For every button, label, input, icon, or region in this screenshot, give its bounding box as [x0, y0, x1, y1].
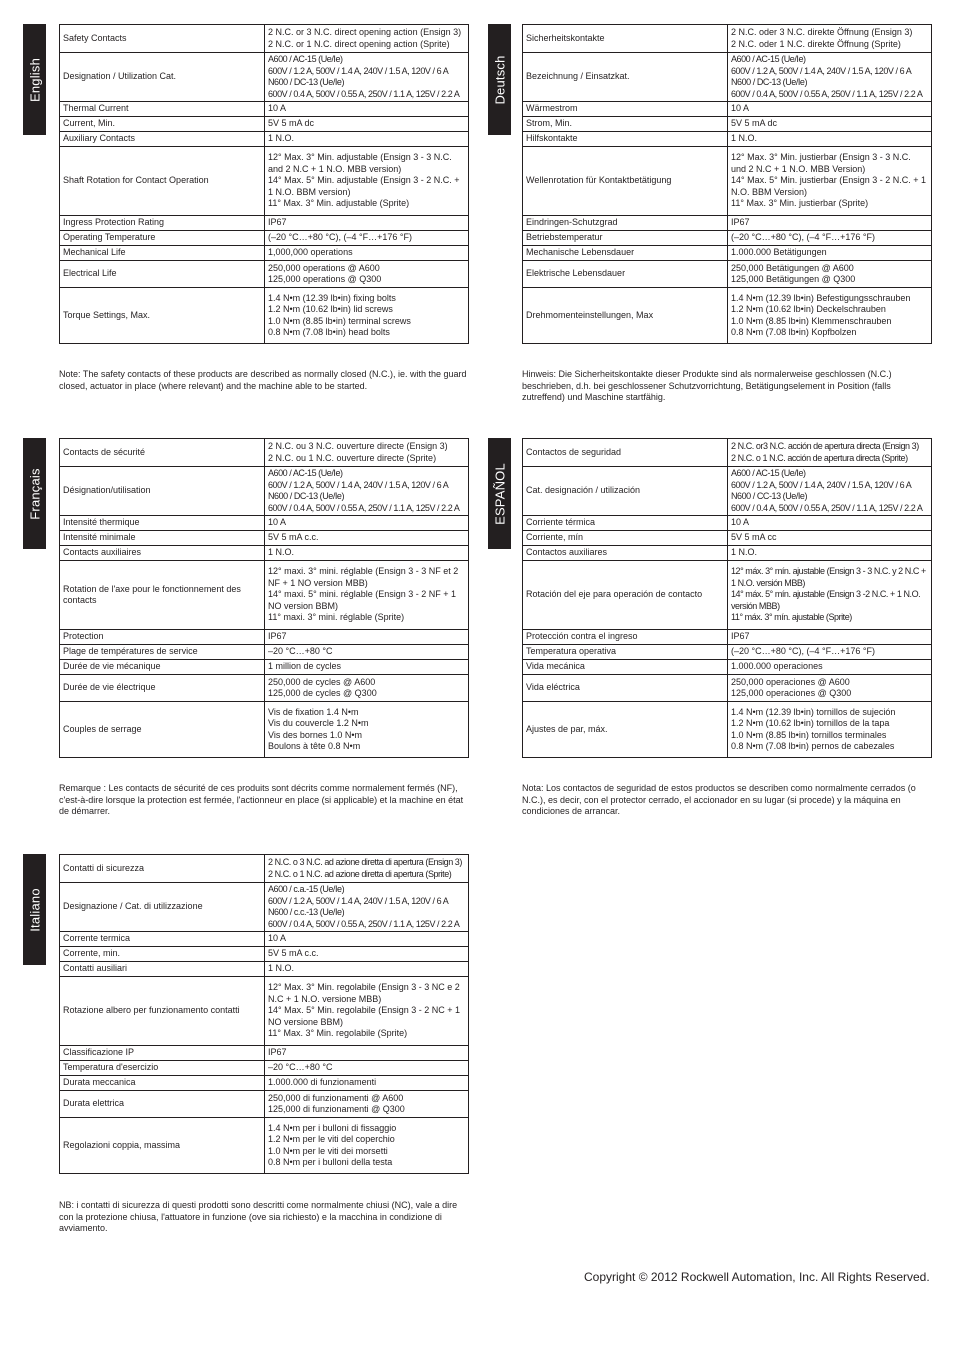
language-tab-label: Deutsch	[492, 54, 507, 105]
table-row	[523, 25, 932, 53]
spec-label: Rotazione albero per funzionamento contatti	[60, 977, 265, 1046]
spec-label: Durata elettrica	[60, 1091, 265, 1118]
table-row	[60, 702, 469, 758]
table-row	[523, 261, 932, 288]
table-row	[523, 216, 932, 231]
language-tab-label: Français	[27, 467, 42, 520]
spec-label: Ingress Protection Rating	[60, 216, 265, 231]
language-tab-english	[23, 24, 46, 135]
spec-value: 1 million de cycles	[265, 660, 469, 675]
table-row	[60, 231, 469, 246]
table-row	[60, 977, 469, 1046]
spec-label: Durée de vie électrique	[60, 675, 265, 702]
table-row	[60, 132, 469, 147]
spec-label: Intensité thermique	[60, 516, 265, 531]
spec-label: Contactos de seguridad	[523, 439, 728, 467]
spec-value: 5V 5 mA c.c.	[265, 531, 469, 546]
language-tab-label: ESPAÑOL	[492, 462, 507, 525]
spec-label: Désignation/utilisation	[60, 467, 265, 516]
table-row	[523, 675, 932, 702]
spec-value: 12° Max. 3° Min. regolabile (Ensign 3 - 3 NC e 2 N.C + 1 N.O. versione MBB) 14° Max. 5° Min. regolabile (Ensign 3 - 2 NC + 1 NO versione BBM) 11° Max. 3° Min. regolabile (Sprite)	[265, 977, 469, 1046]
table-row	[60, 546, 469, 561]
spec-label: Classificazione IP	[60, 1046, 265, 1061]
note-francais: Remarque : Les contacts de sécurité de ces produits sont décrits comme normalement fermés (NF), c'est-à-dire lorsque la protection est fermée, l'actionneur en place (si applicable) et la machine en état de démarrer.	[59, 783, 464, 816]
spec-value: 250,000 operations @ A600 125,000 operations @ Q300	[265, 261, 469, 288]
spec-value: –20 °C…+80 °C	[265, 645, 469, 660]
spec-table-deutsch	[522, 24, 932, 344]
table-row	[60, 53, 469, 102]
spec-value: 12° máx. 3° mín. ajustable (Ensign 3 - 3 N.C. y 2 N.C + 1 N.O. versión MBB) 14° máx. 5° mín. ajustable (Ensign 3 -2 N.C. + 1 N.O. versión MBB) 11° máx. 3° mín. ajustable (Sprite)	[728, 561, 932, 630]
spec-value: 10 A	[728, 102, 932, 117]
spec-label: Cat. designación / utilización	[523, 467, 728, 516]
spec-label: Torque Settings, Max.	[60, 288, 265, 344]
table-row	[60, 855, 469, 883]
spec-label: Corriente térmica	[523, 516, 728, 531]
table-row	[60, 675, 469, 702]
spec-value: 12° maxi. 3° mini. réglable (Ensign 3 - 3 NF et 2 NF + 1 NO version MBB) 14° maxi. 5° mini. réglable (Ensign 3 - 2 NF + 1 NO version BBM) 11° maxi. 3° mini. réglable (Sprite)	[265, 561, 469, 630]
spec-value: 12° Max. 3° Min. justierbar (Ensign 3 - 3 N.C. und 2 N.C + 1 N.O. MBB Version) 14° Max. 5° Min. justierbar (Ensign 3 - 2 N.C. + 1 N.O. BBM Version) 11° Max. 3° Min. justierbar (Sprite)	[728, 147, 932, 216]
table-row	[523, 516, 932, 531]
spec-label: Sicherheitskontakte	[523, 25, 728, 53]
spec-label: Rotación del eje para operación de contacto	[523, 561, 728, 630]
spec-label: Electrical Life	[60, 261, 265, 288]
spec-value: 1 N.O.	[265, 962, 469, 977]
spec-value: IP67	[265, 630, 469, 645]
spec-label: Betriebstemperatur	[523, 231, 728, 246]
table-row	[60, 531, 469, 546]
spec-label: Auxiliary Contacts	[60, 132, 265, 147]
spec-label: Corrente, min.	[60, 947, 265, 962]
table-row	[523, 645, 932, 660]
table-row	[523, 102, 932, 117]
spec-label: Regolazioni coppia, massima	[60, 1118, 265, 1174]
spec-label: Operating Temperature	[60, 231, 265, 246]
table-row	[60, 261, 469, 288]
spec-label: Elektrische Lebensdauer	[523, 261, 728, 288]
table-row	[60, 1091, 469, 1118]
spec-value: 1 N.O.	[728, 546, 932, 561]
note-italiano: NB: i contatti di sicurezza di questi prodotti sono descritti come normalmente chiusi (NC), vale a dire con la protezione chiusa, l'attuatore in funzione (ove sia richiesto) e la macchina in condizione di avviamento.	[59, 1200, 458, 1233]
spec-label: Intensité minimale	[60, 531, 265, 546]
table-row	[60, 947, 469, 962]
spec-value: 5V 5 mA c.c.	[265, 947, 469, 962]
table-row	[60, 630, 469, 645]
spec-label: Designation / Utilization Cat.	[60, 53, 265, 102]
table-row	[523, 702, 932, 758]
spec-label: Wellenrotation für Kontaktbetätigung	[523, 147, 728, 216]
spec-label: Current, Min.	[60, 117, 265, 132]
table-row	[60, 1076, 469, 1091]
spec-label: Rotation de l'axe pour le fonctionnement des contacts	[60, 561, 265, 630]
spec-label: Hilfskontakte	[523, 132, 728, 147]
spec-label: Contacts auxiliaires	[60, 546, 265, 561]
spec-table-english	[59, 24, 469, 344]
spec-value: 10 A	[728, 516, 932, 531]
spec-label: Strom, Min.	[523, 117, 728, 132]
spec-label: Plage de températures de service	[60, 645, 265, 660]
spec-value: 2 N.C. oder 3 N.C. direkte Öffnung (Ensign 3) 2 N.C. oder 1 N.C. direkte Öffnung (Sprite)	[728, 25, 932, 53]
table-row	[60, 883, 469, 932]
spec-value: 1 N.O.	[265, 132, 469, 147]
spec-value: 250,000 operaciones @ A600 125,000 operaciones @ Q300	[728, 675, 932, 702]
spec-label: Thermal Current	[60, 102, 265, 117]
spec-value: 1.4 N•m (12.39 lb•in) Befestigungsschrauben 1.2 N•m (10.62 lb•in) Deckelschrauben 1.0 N•m (8.85 lb•in) Klemmenschrauben 0.8 N•m (7.08 lb•in) Kopfbolzen	[728, 288, 932, 344]
spec-value: 1,000,000 operations	[265, 246, 469, 261]
table-row	[60, 1118, 469, 1174]
language-tab-label: Italiano	[27, 887, 42, 932]
table-row	[523, 630, 932, 645]
spec-value: 10 A	[265, 932, 469, 947]
spec-value: (–20 °C…+80 °C), (–4 °F…+176 °F)	[728, 231, 932, 246]
table-row	[60, 117, 469, 132]
note-espanol: Nota: Los contactos de seguridad de estos productos se describen como normalmente cerrados (o N.C.), es decir, con el protector cerrado, el accionador en su lugar (si procede) y la máquina en condiciones de arrancar.	[522, 783, 916, 816]
table-row	[523, 467, 932, 516]
table-row	[523, 531, 932, 546]
table-row	[60, 645, 469, 660]
spec-value: (–20 °C…+80 °C), (–4 °F…+176 °F)	[265, 231, 469, 246]
spec-value: (–20 °C…+80 °C), (–4 °F…+176 °F)	[728, 645, 932, 660]
spec-label: Couples de serrage	[60, 702, 265, 758]
spec-label: Designazione / Cat. di utilizzazione	[60, 883, 265, 932]
spec-label: Corriente, mín	[523, 531, 728, 546]
spec-value: 5V 5 mA dc	[265, 117, 469, 132]
spec-value: 1.000.000 Betätigungen	[728, 246, 932, 261]
spec-value: 250,000 Betätigungen @ A600 125,000 Betätigungen @ Q300	[728, 261, 932, 288]
spec-label: Contactos auxiliares	[523, 546, 728, 561]
spec-label: Durée de vie mécanique	[60, 660, 265, 675]
table-row	[523, 439, 932, 467]
spec-value: 2 N.C. or 3 N.C. direct opening action (Ensign 3) 2 N.C. or 1 N.C. direct opening action (Sprite)	[265, 25, 469, 53]
spec-table-italiano	[59, 854, 469, 1174]
spec-label: Contatti ausiliari	[60, 962, 265, 977]
spec-value: 1.4 N•m (12.39 lb•in) tornillos de sujeción 1.2 N•m (10.62 lb•in) tornillos de la tapa 1.0 N•m (8.85 lb•in) tornillos terminales 0.8 N•m (7.08 lb•in) pernos de cabezales	[728, 702, 932, 758]
spec-label: Mechanical Life	[60, 246, 265, 261]
table-row	[523, 246, 932, 261]
spec-value: 1.4 N•m per i bulloni di fissaggio 1.2 N•m per le viti del coperchio 1.0 N•m per le viti dei morsetti 0.8 N•m per i bulloni della testa	[265, 1118, 469, 1174]
spec-label: Temperatura operativa	[523, 645, 728, 660]
table-row	[60, 25, 469, 53]
table-row	[523, 561, 932, 630]
table-row	[523, 288, 932, 344]
spec-value: 250,000 de cycles @ A600 125,000 de cycles @ Q300	[265, 675, 469, 702]
spec-label: Mechanische Lebensdauer	[523, 246, 728, 261]
spec-label: Eindringen-Schutzgrad	[523, 216, 728, 231]
spec-label: Safety Contacts	[60, 25, 265, 53]
language-tab-francais	[23, 438, 46, 549]
spec-value: IP67	[728, 216, 932, 231]
note-deutsch: Hinweis: Die Sicherheitskontakte dieser Produkte sind als normalerweise geschlossen (N.C.) beschrieben, d.h. bei geschlossener Schutzvorrichtung, Betätigungselement in Position (falls zutreffend) und Maschine startfähig.	[522, 369, 892, 402]
spec-label: Contacts de sécurité	[60, 439, 265, 467]
language-tab-deutsch	[488, 24, 511, 135]
note-english: Note: The safety contacts of these products are described as normally closed (N.C.), ie. with the guard closed, actuator in place (where relevant) and the machine able to be started.	[59, 369, 467, 391]
spec-value: 1.4 N•m (12.39 lb•in) fixing bolts 1.2 N•m (10.62 lb•in) lid screws 1.0 N•m (8.85 lb•in) terminal screws 0.8 N•m (7.08 lb•in) head bolts	[265, 288, 469, 344]
table-row	[60, 147, 469, 216]
spec-value: Vis de fixation 1.4 N•m Vis du couvercle 1.2 N•m Vis des bornes 1.0 N•m Boulons à tête 0.8 N•m	[265, 702, 469, 758]
spec-value: A600 / c.a.-15 (Ue/Ie) 600V / 1.2 A, 500V / 1.4 A, 240V / 1.5 A, 120V / 6 A N600 / c.c.-13 (Ue/Ie) 600V / 0.4 A, 500V / 0.55 A, 250V / 1.1 A, 125V / 2.2 A	[265, 883, 469, 932]
table-row	[60, 1061, 469, 1076]
spec-value: IP67	[265, 1046, 469, 1061]
language-tab-italiano	[23, 854, 46, 965]
spec-value: –20 °C…+80 °C	[265, 1061, 469, 1076]
spec-value: A600 / AC-15 (Ue/Ie) 600V / 1.2 A, 500V / 1.4 A, 240V / 1.5 A, 120V / 6 A N600 / DC-13 (Ue/Ie) 600V / 0.4 A, 500V / 0.55 A, 250V / 1.1 A, 125V / 2.2 A	[265, 53, 469, 102]
spec-label: Protección contra el ingreso	[523, 630, 728, 645]
table-row	[60, 932, 469, 947]
spec-value: 12° Max. 3° Min. adjustable (Ensign 3 - 3 N.C. and 2 N.C + 1 N.O. MBB version) 14° Max. 5° Min. adjustable (Ensign 3 - 2 N.C. + 1 N.O. BBM version) 11° Max. 3° Min. adjustable (Sprite)	[265, 147, 469, 216]
table-row	[523, 231, 932, 246]
spec-label: Protection	[60, 630, 265, 645]
table-row	[523, 660, 932, 675]
spec-value: 2 N.C. o 3 N.C. ad azione diretta di apertura (Ensign 3) 2 N.C. o 1 N.C. ad azione diretta di apertura (Sprite)	[265, 855, 469, 883]
spec-label: Temperatura d'esercizio	[60, 1061, 265, 1076]
language-tab-espanol	[488, 438, 511, 549]
table-row	[60, 246, 469, 261]
spec-value: 1.000.000 operaciones	[728, 660, 932, 675]
spec-value: 10 A	[265, 102, 469, 117]
spec-value: IP67	[265, 216, 469, 231]
spec-value: 2 N.C. or3 N.C. acción de apertura directa (Ensign 3) 2 N.C. o 1 N.C. acción de apertura directa (Sprite)	[728, 439, 932, 467]
spec-label: Drehmomenteinstellungen, Max	[523, 288, 728, 344]
table-row	[60, 102, 469, 117]
spec-label: Corrente termica	[60, 932, 265, 947]
spec-table-francais	[59, 438, 469, 758]
table-row	[60, 962, 469, 977]
table-row	[523, 546, 932, 561]
spec-label: Bezeichnung / Einsatzkat.	[523, 53, 728, 102]
spec-label: Wärmestrom	[523, 102, 728, 117]
spec-value: 1 N.O.	[728, 132, 932, 147]
table-row	[523, 147, 932, 216]
table-row	[60, 288, 469, 344]
spec-value: 250,000 di funzionamenti @ A600 125,000 di funzionamenti @ Q300	[265, 1091, 469, 1118]
spec-value: 5V 5 mA cc	[728, 531, 932, 546]
spec-value: 2 N.C. ou 3 N.C. ouverture directe (Ensign 3) 2 N.C. ou 1 N.C. ouverture directe (Sprite)	[265, 439, 469, 467]
spec-value: A600 / AC-15 (Ue/Ie) 600V / 1.2 A, 500V / 1.4 A, 240V / 1.5 A, 120V / 6 A N600 / DC-13 (Ue/Ie) 600V / 0.4 A, 500V / 0.55 A, 250V / 1.1 A, 125V / 2.2 A	[265, 467, 469, 516]
table-row	[60, 467, 469, 516]
spec-value: 5V 5 mA dc	[728, 117, 932, 132]
table-row	[60, 561, 469, 630]
spec-label: Vida mecánica	[523, 660, 728, 675]
spec-label: Contatti di sicurezza	[60, 855, 265, 883]
table-row	[523, 53, 932, 102]
table-row	[60, 439, 469, 467]
spec-value: 1.000.000 di funzionamenti	[265, 1076, 469, 1091]
language-tab-label: English	[27, 57, 42, 102]
spec-value: 10 A	[265, 516, 469, 531]
spec-label: Shaft Rotation for Contact Operation	[60, 147, 265, 216]
spec-label: Durata meccanica	[60, 1076, 265, 1091]
table-row	[60, 660, 469, 675]
copyright-notice: Copyright © 2012 Rockwell Automation, Inc. All Rights Reserved.	[584, 1270, 930, 1284]
table-row	[60, 516, 469, 531]
table-row	[523, 132, 932, 147]
spec-value: IP67	[728, 630, 932, 645]
spec-value: A600 / AC-15 (Ue/Ie) 600V / 1.2 A, 500V / 1.4 A, 240V / 1.5 A, 120V / 6 A N600 / DC-13 (Ue/Ie) 600V / 0.4 A, 500V / 0.55 A, 250V / 1.1 A, 125V / 2.2 A	[728, 53, 932, 102]
spec-value: 1 N.O.	[265, 546, 469, 561]
table-row	[523, 117, 932, 132]
table-row	[60, 216, 469, 231]
spec-label: Vida eléctrica	[523, 675, 728, 702]
spec-label: Ajustes de par, máx.	[523, 702, 728, 758]
spec-table-espanol	[522, 438, 932, 758]
spec-value: A600 / AC-15 (Ue/Ie) 600V / 1.2 A, 500V / 1.4 A, 240V / 1.5 A, 120V / 6 A N600 / CC-13 (Ue/Ie) 600V / 0.4 A, 500V / 0.55 A, 250V / 1.1 A, 125V / 2.2 A	[728, 467, 932, 516]
table-row	[60, 1046, 469, 1061]
